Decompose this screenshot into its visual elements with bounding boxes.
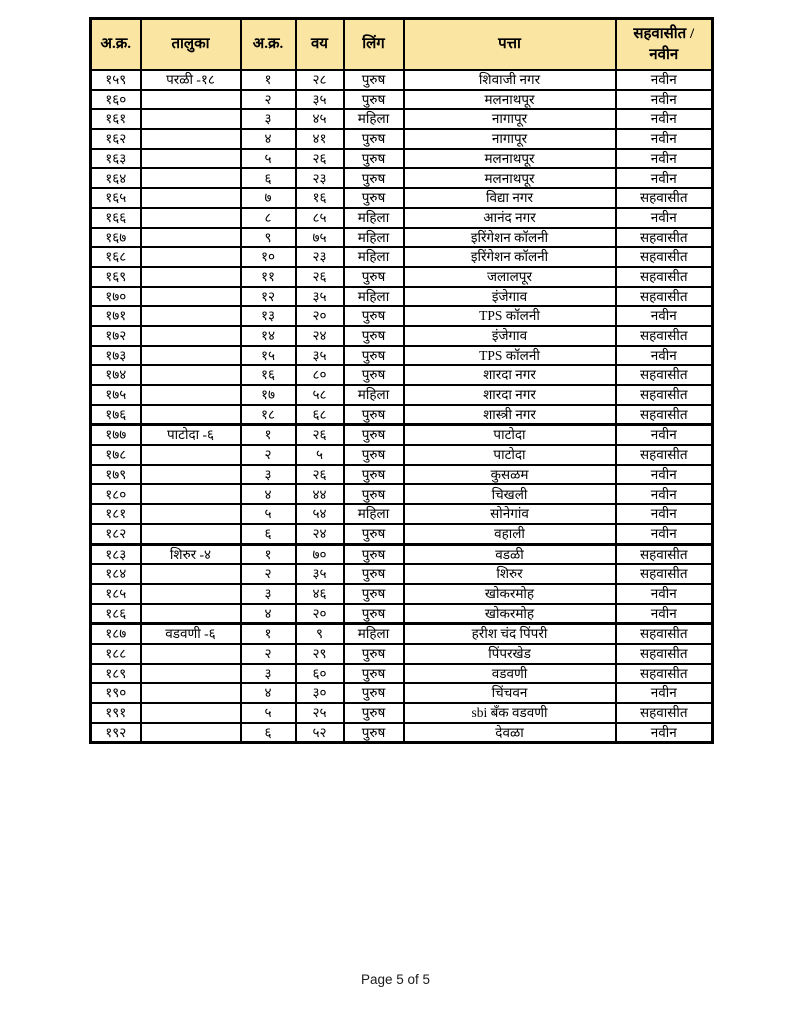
cell-sub-serial-no: ९ [241,228,296,248]
cell-gender: पुरुष [344,465,404,485]
cell-gender: पुरुष [344,564,404,584]
cell-age: २५ [296,703,344,723]
table-row [91,188,713,208]
cell-resident-status: नवीन [616,524,713,544]
cell-age: १६ [296,188,344,208]
cell-resident-status: सहवासीत [616,228,713,248]
table-row [91,306,713,326]
cell-serial-no: १८० [91,484,141,504]
cell-resident-status: नवीन [616,346,713,366]
table-row [91,247,713,267]
cell-sub-serial-no: २ [241,564,296,584]
table-row [91,584,713,604]
cell-taluka [141,445,241,465]
cell-sub-serial-no: ४ [241,129,296,149]
cell-address: TPS कॉलनी [404,346,616,366]
cell-gender: पुरुष [344,306,404,326]
cell-gender: पुरुष [344,524,404,544]
cell-gender: महिला [344,109,404,129]
cell-taluka [141,504,241,524]
cell-address: नागापूर [404,109,616,129]
table-row [91,129,713,149]
cell-taluka: शिरुर -४ [141,544,241,564]
table-row [91,208,713,228]
cell-serial-no: १६५ [91,188,141,208]
table-header [91,19,713,71]
cell-gender: पुरुष [344,188,404,208]
cell-age: ७० [296,544,344,564]
cell-resident-status: नवीन [616,70,713,90]
beneficiary-table [89,17,714,744]
cell-sub-serial-no: ५ [241,149,296,169]
table-row [91,445,713,465]
header-gender: लिंग [344,19,404,71]
table-row [91,624,713,644]
cell-age: ५२ [296,723,344,743]
cell-sub-serial-no: ७ [241,188,296,208]
cell-taluka [141,524,241,544]
cell-age: ४४ [296,484,344,504]
header-serial-no: अ.क्र. [91,19,141,71]
cell-gender: महिला [344,624,404,644]
cell-resident-status: सहवासीत [616,703,713,723]
cell-resident-status: सहवासीत [616,445,713,465]
cell-serial-no: १६९ [91,267,141,287]
header-resident-status: सहवासीत / नवीन [616,19,713,71]
cell-address: इरिंगेशन कॉलनी [404,228,616,248]
cell-taluka [141,129,241,149]
cell-taluka [141,267,241,287]
cell-taluka [141,287,241,307]
cell-age: ३५ [296,287,344,307]
cell-address: पिंपरखेड [404,644,616,664]
cell-taluka [141,385,241,405]
cell-taluka [141,683,241,703]
cell-resident-status: सहवासीत [616,664,713,684]
cell-address: कुसळम [404,465,616,485]
cell-address: sbi बँक वडवणी [404,703,616,723]
cell-resident-status: नवीन [616,109,713,129]
table-row [91,168,713,188]
cell-address: नागापूर [404,129,616,149]
cell-address: इरिंगेशन कॉलनी [404,247,616,267]
table-row [91,604,713,624]
cell-address: चिखली [404,484,616,504]
cell-address: मलनाथपूर [404,149,616,169]
cell-address: वडळी [404,544,616,564]
cell-taluka [141,664,241,684]
cell-resident-status: नवीन [616,129,713,149]
cell-sub-serial-no: २ [241,644,296,664]
cell-taluka [141,644,241,664]
cell-serial-no: १७९ [91,465,141,485]
cell-serial-no: १६७ [91,228,141,248]
cell-address: खोकरमोह [404,604,616,624]
cell-serial-no: १७८ [91,445,141,465]
cell-sub-serial-no: ८ [241,208,296,228]
cell-age: २८ [296,70,344,90]
cell-taluka [141,247,241,267]
cell-taluka [141,564,241,584]
table-row [91,267,713,287]
cell-age: ३५ [296,90,344,110]
header-sub-serial-no: अ.क्र. [241,19,296,71]
cell-age: ३५ [296,346,344,366]
cell-resident-status: सहवासीत [616,287,713,307]
cell-resident-status: सहवासीत [616,247,713,267]
cell-gender: महिला [344,228,404,248]
cell-age: २० [296,306,344,326]
cell-age: २४ [296,524,344,544]
table-row [91,109,713,129]
cell-resident-status: नवीन [616,683,713,703]
cell-resident-status: नवीन [616,723,713,743]
cell-taluka [141,90,241,110]
cell-sub-serial-no: १३ [241,306,296,326]
header-taluka: तालुका [141,19,241,71]
cell-address: वहाली [404,524,616,544]
cell-address: हरीश चंद पिंपरी [404,624,616,644]
cell-taluka [141,604,241,624]
cell-serial-no: १८१ [91,504,141,524]
cell-age: २० [296,604,344,624]
cell-address: विद्या नगर [404,188,616,208]
cell-gender: पुरुष [344,326,404,346]
cell-age: ६८ [296,405,344,425]
table-row [91,465,713,485]
cell-sub-serial-no: ४ [241,683,296,703]
cell-sub-serial-no: ३ [241,109,296,129]
cell-resident-status: सहवासीत [616,644,713,664]
cell-sub-serial-no: १ [241,70,296,90]
cell-gender: पुरुष [344,683,404,703]
page-number: Page 5 of 5 [360,972,431,987]
table-body [91,70,713,743]
cell-age: ७५ [296,228,344,248]
cell-resident-status: नवीन [616,306,713,326]
cell-address: खोकरमोह [404,584,616,604]
cell-gender: पुरुष [344,723,404,743]
cell-taluka: पाटोदा -६ [141,425,241,445]
cell-age: २३ [296,247,344,267]
cell-taluka [141,228,241,248]
cell-resident-status: नवीन [616,584,713,604]
cell-gender: महिला [344,385,404,405]
cell-age: ३० [296,683,344,703]
cell-taluka [141,168,241,188]
cell-serial-no: १६३ [91,149,141,169]
cell-age: ३५ [296,564,344,584]
cell-sub-serial-no: १२ [241,287,296,307]
cell-serial-no: १७६ [91,405,141,425]
cell-gender: पुरुष [344,703,404,723]
table-row [91,346,713,366]
cell-taluka [141,484,241,504]
cell-resident-status: नवीन [616,208,713,228]
cell-serial-no: १६८ [91,247,141,267]
cell-gender: पुरुष [344,149,404,169]
cell-address: शास्त्री नगर [404,405,616,425]
cell-gender: पुरुष [344,644,404,664]
cell-sub-serial-no: १४ [241,326,296,346]
cell-sub-serial-no: १५ [241,346,296,366]
cell-sub-serial-no: १ [241,624,296,644]
cell-resident-status: सहवासीत [616,188,713,208]
table-row [91,544,713,564]
cell-serial-no: १५९ [91,70,141,90]
cell-serial-no: १७३ [91,346,141,366]
cell-address: शारदा नगर [404,385,616,405]
table-row [91,564,713,584]
cell-sub-serial-no: ६ [241,723,296,743]
table-row [91,90,713,110]
cell-age: ८५ [296,208,344,228]
cell-serial-no: १८७ [91,624,141,644]
cell-age: ४५ [296,109,344,129]
cell-serial-no: १६४ [91,168,141,188]
cell-serial-no: १६२ [91,129,141,149]
cell-sub-serial-no: ५ [241,504,296,524]
cell-resident-status: सहवासीत [616,544,713,564]
cell-age: ५४ [296,504,344,524]
header-address: पत्ता [404,19,616,71]
cell-serial-no: १७४ [91,365,141,385]
table-row [91,365,713,385]
cell-gender: पुरुष [344,90,404,110]
cell-age: २९ [296,644,344,664]
cell-resident-status: सहवासीत [616,365,713,385]
cell-age: ९ [296,624,344,644]
cell-sub-serial-no: ४ [241,604,296,624]
cell-sub-serial-no: २ [241,90,296,110]
cell-resident-status: सहवासीत [616,624,713,644]
cell-resident-status: नवीन [616,504,713,524]
cell-taluka [141,703,241,723]
cell-age: २६ [296,267,344,287]
cell-address: चिंचवन [404,683,616,703]
cell-gender: महिला [344,247,404,267]
cell-gender: महिला [344,208,404,228]
table-row [91,524,713,544]
header-row [91,19,713,71]
cell-resident-status: सहवासीत [616,267,713,287]
cell-resident-status: नवीन [616,149,713,169]
cell-serial-no: १६० [91,90,141,110]
cell-gender: पुरुष [344,544,404,564]
cell-resident-status: सहवासीत [616,385,713,405]
cell-address: जलालपूर [404,267,616,287]
cell-serial-no: १६६ [91,208,141,228]
table-row [91,644,713,664]
cell-gender: पुरुष [344,129,404,149]
table-row [91,683,713,703]
cell-serial-no: १८५ [91,584,141,604]
cell-sub-serial-no: १ [241,425,296,445]
table-row [91,484,713,504]
table-row [91,664,713,684]
cell-resident-status: सहवासीत [616,564,713,584]
cell-gender: पुरुष [344,168,404,188]
table-row [91,385,713,405]
cell-taluka [141,188,241,208]
cell-address: पाटोदा [404,425,616,445]
cell-gender: पुरुष [344,584,404,604]
cell-sub-serial-no: ६ [241,168,296,188]
cell-age: ५८ [296,385,344,405]
cell-taluka [141,306,241,326]
cell-gender: पुरुष [344,267,404,287]
cell-sub-serial-no: ६ [241,524,296,544]
cell-resident-status: नवीन [616,604,713,624]
table-row [91,70,713,90]
cell-address: शिरुर [404,564,616,584]
cell-address: TPS कॉलनी [404,306,616,326]
table-row [91,405,713,425]
table-row [91,703,713,723]
cell-age: ४१ [296,129,344,149]
cell-address: आनंद नगर [404,208,616,228]
cell-serial-no: १९१ [91,703,141,723]
cell-address: पाटोदा [404,445,616,465]
cell-serial-no: १९२ [91,723,141,743]
cell-age: ८० [296,365,344,385]
cell-sub-serial-no: १८ [241,405,296,425]
cell-taluka [141,723,241,743]
cell-sub-serial-no: ११ [241,267,296,287]
cell-gender: महिला [344,287,404,307]
cell-gender: पुरुष [344,664,404,684]
cell-resident-status: नवीन [616,168,713,188]
cell-address: इंजेगाव [404,326,616,346]
cell-taluka [141,405,241,425]
table-row [91,228,713,248]
cell-age: २४ [296,326,344,346]
cell-age: २६ [296,149,344,169]
cell-gender: पुरुष [344,405,404,425]
cell-gender: महिला [344,504,404,524]
cell-resident-status: सहवासीत [616,326,713,346]
cell-address: शिवाजी नगर [404,70,616,90]
table-row [91,425,713,445]
cell-age: ५ [296,445,344,465]
cell-gender: पुरुष [344,484,404,504]
cell-taluka [141,465,241,485]
cell-taluka [141,365,241,385]
cell-taluka: परळी -१८ [141,70,241,90]
cell-taluka [141,584,241,604]
cell-address: मलनाथपूर [404,90,616,110]
cell-age: ४६ [296,584,344,604]
cell-sub-serial-no: १६ [241,365,296,385]
cell-gender: पुरुष [344,445,404,465]
cell-serial-no: १६१ [91,109,141,129]
cell-sub-serial-no: ४ [241,484,296,504]
cell-serial-no: १८६ [91,604,141,624]
cell-resident-status: नवीन [616,465,713,485]
cell-age: २६ [296,465,344,485]
cell-serial-no: १८३ [91,544,141,564]
cell-resident-status: सहवासीत [616,405,713,425]
cell-serial-no: १७० [91,287,141,307]
cell-address: सोनेगांव [404,504,616,524]
table-row [91,149,713,169]
cell-taluka [141,109,241,129]
cell-gender: पुरुष [344,346,404,366]
cell-serial-no: १७७ [91,425,141,445]
cell-address: वडवणी [404,664,616,684]
header-age: वय [296,19,344,71]
cell-taluka [141,326,241,346]
cell-sub-serial-no: ३ [241,465,296,485]
table-row [91,287,713,307]
cell-serial-no: १७१ [91,306,141,326]
cell-taluka: वडवणी -६ [141,624,241,644]
cell-age: २३ [296,168,344,188]
cell-serial-no: १७२ [91,326,141,346]
cell-resident-status: नवीन [616,484,713,504]
cell-taluka [141,346,241,366]
cell-serial-no: १७५ [91,385,141,405]
table-row [91,326,713,346]
cell-taluka [141,208,241,228]
cell-gender: पुरुष [344,425,404,445]
cell-resident-status: नवीन [616,90,713,110]
table-row [91,504,713,524]
cell-gender: पुरुष [344,365,404,385]
cell-sub-serial-no: ३ [241,584,296,604]
cell-sub-serial-no: १ [241,544,296,564]
cell-address: शारदा नगर [404,365,616,385]
cell-serial-no: १९० [91,683,141,703]
cell-sub-serial-no: ५ [241,703,296,723]
cell-sub-serial-no: ३ [241,664,296,684]
cell-age: २६ [296,425,344,445]
cell-serial-no: १८२ [91,524,141,544]
cell-address: देवळा [404,723,616,743]
cell-taluka [141,149,241,169]
cell-resident-status: नवीन [616,425,713,445]
cell-serial-no: १८९ [91,664,141,684]
cell-sub-serial-no: १० [241,247,296,267]
cell-serial-no: १८८ [91,644,141,664]
cell-gender: पुरुष [344,604,404,624]
cell-sub-serial-no: २ [241,445,296,465]
cell-address: इंजेगाव [404,287,616,307]
table-row [91,723,713,743]
cell-age: ६० [296,664,344,684]
cell-sub-serial-no: १७ [241,385,296,405]
cell-gender: पुरुष [344,70,404,90]
cell-serial-no: १८४ [91,564,141,584]
cell-address: मलनाथपूर [404,168,616,188]
